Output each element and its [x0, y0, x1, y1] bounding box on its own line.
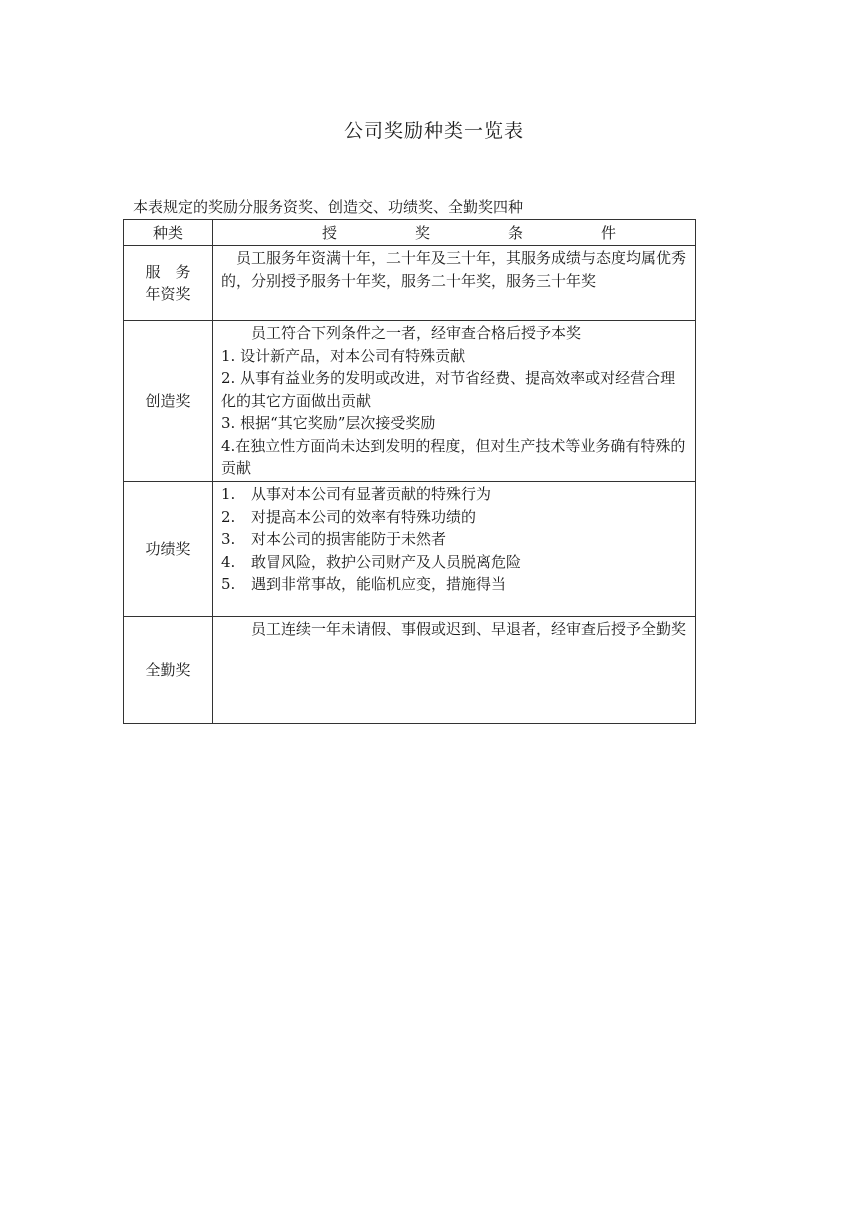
condition-item	[221, 506, 689, 529]
condition-item	[221, 573, 689, 596]
table-row	[124, 246, 696, 321]
item-number: 1.	[221, 485, 236, 503]
award-type-merit: 功绩奖	[124, 482, 213, 617]
item-number: 2.	[221, 507, 236, 526]
condition-text: 员工连续一年未请假、事假或迟到、早退者，经审查后授予全勤奖	[251, 620, 687, 638]
item-number: 3.	[221, 530, 236, 548]
header-condition-char: 授	[321, 224, 337, 242]
award-type-service	[124, 246, 213, 321]
award-type-creation: 创造奖	[124, 321, 213, 482]
award-condition-merit	[213, 482, 696, 617]
item-text: 对提高本公司的效率有特殊功绩的	[251, 507, 477, 526]
header-type: 种类	[124, 220, 213, 246]
header-condition-char: 件	[600, 224, 616, 242]
table-row	[124, 482, 696, 617]
award-condition-service	[213, 246, 696, 321]
condition-item	[221, 551, 689, 574]
table-row	[124, 617, 696, 724]
item-number: 4.	[221, 552, 236, 571]
condition-item: 3. 根据“其它奖励”层次接受奖励	[221, 414, 436, 432]
condition-item	[221, 528, 689, 551]
header-condition-char: 条	[507, 224, 523, 242]
condition-lead: 员工符合下列条件之一者，经审查合格后授予本奖	[251, 324, 582, 342]
award-condition-attendance	[213, 617, 696, 724]
table-header-row	[124, 220, 696, 246]
table-row	[124, 321, 696, 482]
item-number: 5.	[221, 575, 236, 593]
condition-item	[221, 483, 689, 506]
item-text: 敢冒风险，救护公司财产及人员脱离危险	[251, 552, 522, 571]
award-condition-creation	[213, 321, 696, 482]
item-text: 从事对本公司有显著贡献的特殊行为	[251, 485, 492, 503]
intro-text: 本表规定的奖励分服务资奖、创造交、功绩奖、全勤奖四种	[133, 198, 524, 216]
award-type-line: 年资奖	[145, 285, 191, 303]
award-type-attendance: 全勤奖	[124, 617, 213, 724]
condition-item: 4.在独立性方面尚未达到发明的程度，但对生产技术等业务确有特殊的贡献	[221, 436, 686, 477]
condition-text: 员工服务年资满十年，二十年及三十年，其服务成绩与态度均属优秀的，分别授予服务十年奖，服务二十年奖，服务三十年奖	[221, 249, 687, 290]
document-title: 公司奖励种类一览表	[343, 120, 524, 142]
award-type-line: 服 务	[145, 263, 191, 281]
condition-item: 1. 设计新产品，对本公司有特殊贡献	[221, 346, 466, 365]
item-text: 遇到非常事故，能临机应变，措施得当	[251, 575, 507, 593]
header-condition	[213, 220, 696, 246]
awards-table	[123, 219, 696, 724]
item-text: 对本公司的损害能防于未然者	[251, 530, 447, 548]
condition-item: 2. 从事有益业务的发明或改进，对节省经费、提高效率或对经营合理化的其它方面做出贡献	[221, 369, 676, 410]
header-condition-char: 奖	[414, 224, 430, 242]
